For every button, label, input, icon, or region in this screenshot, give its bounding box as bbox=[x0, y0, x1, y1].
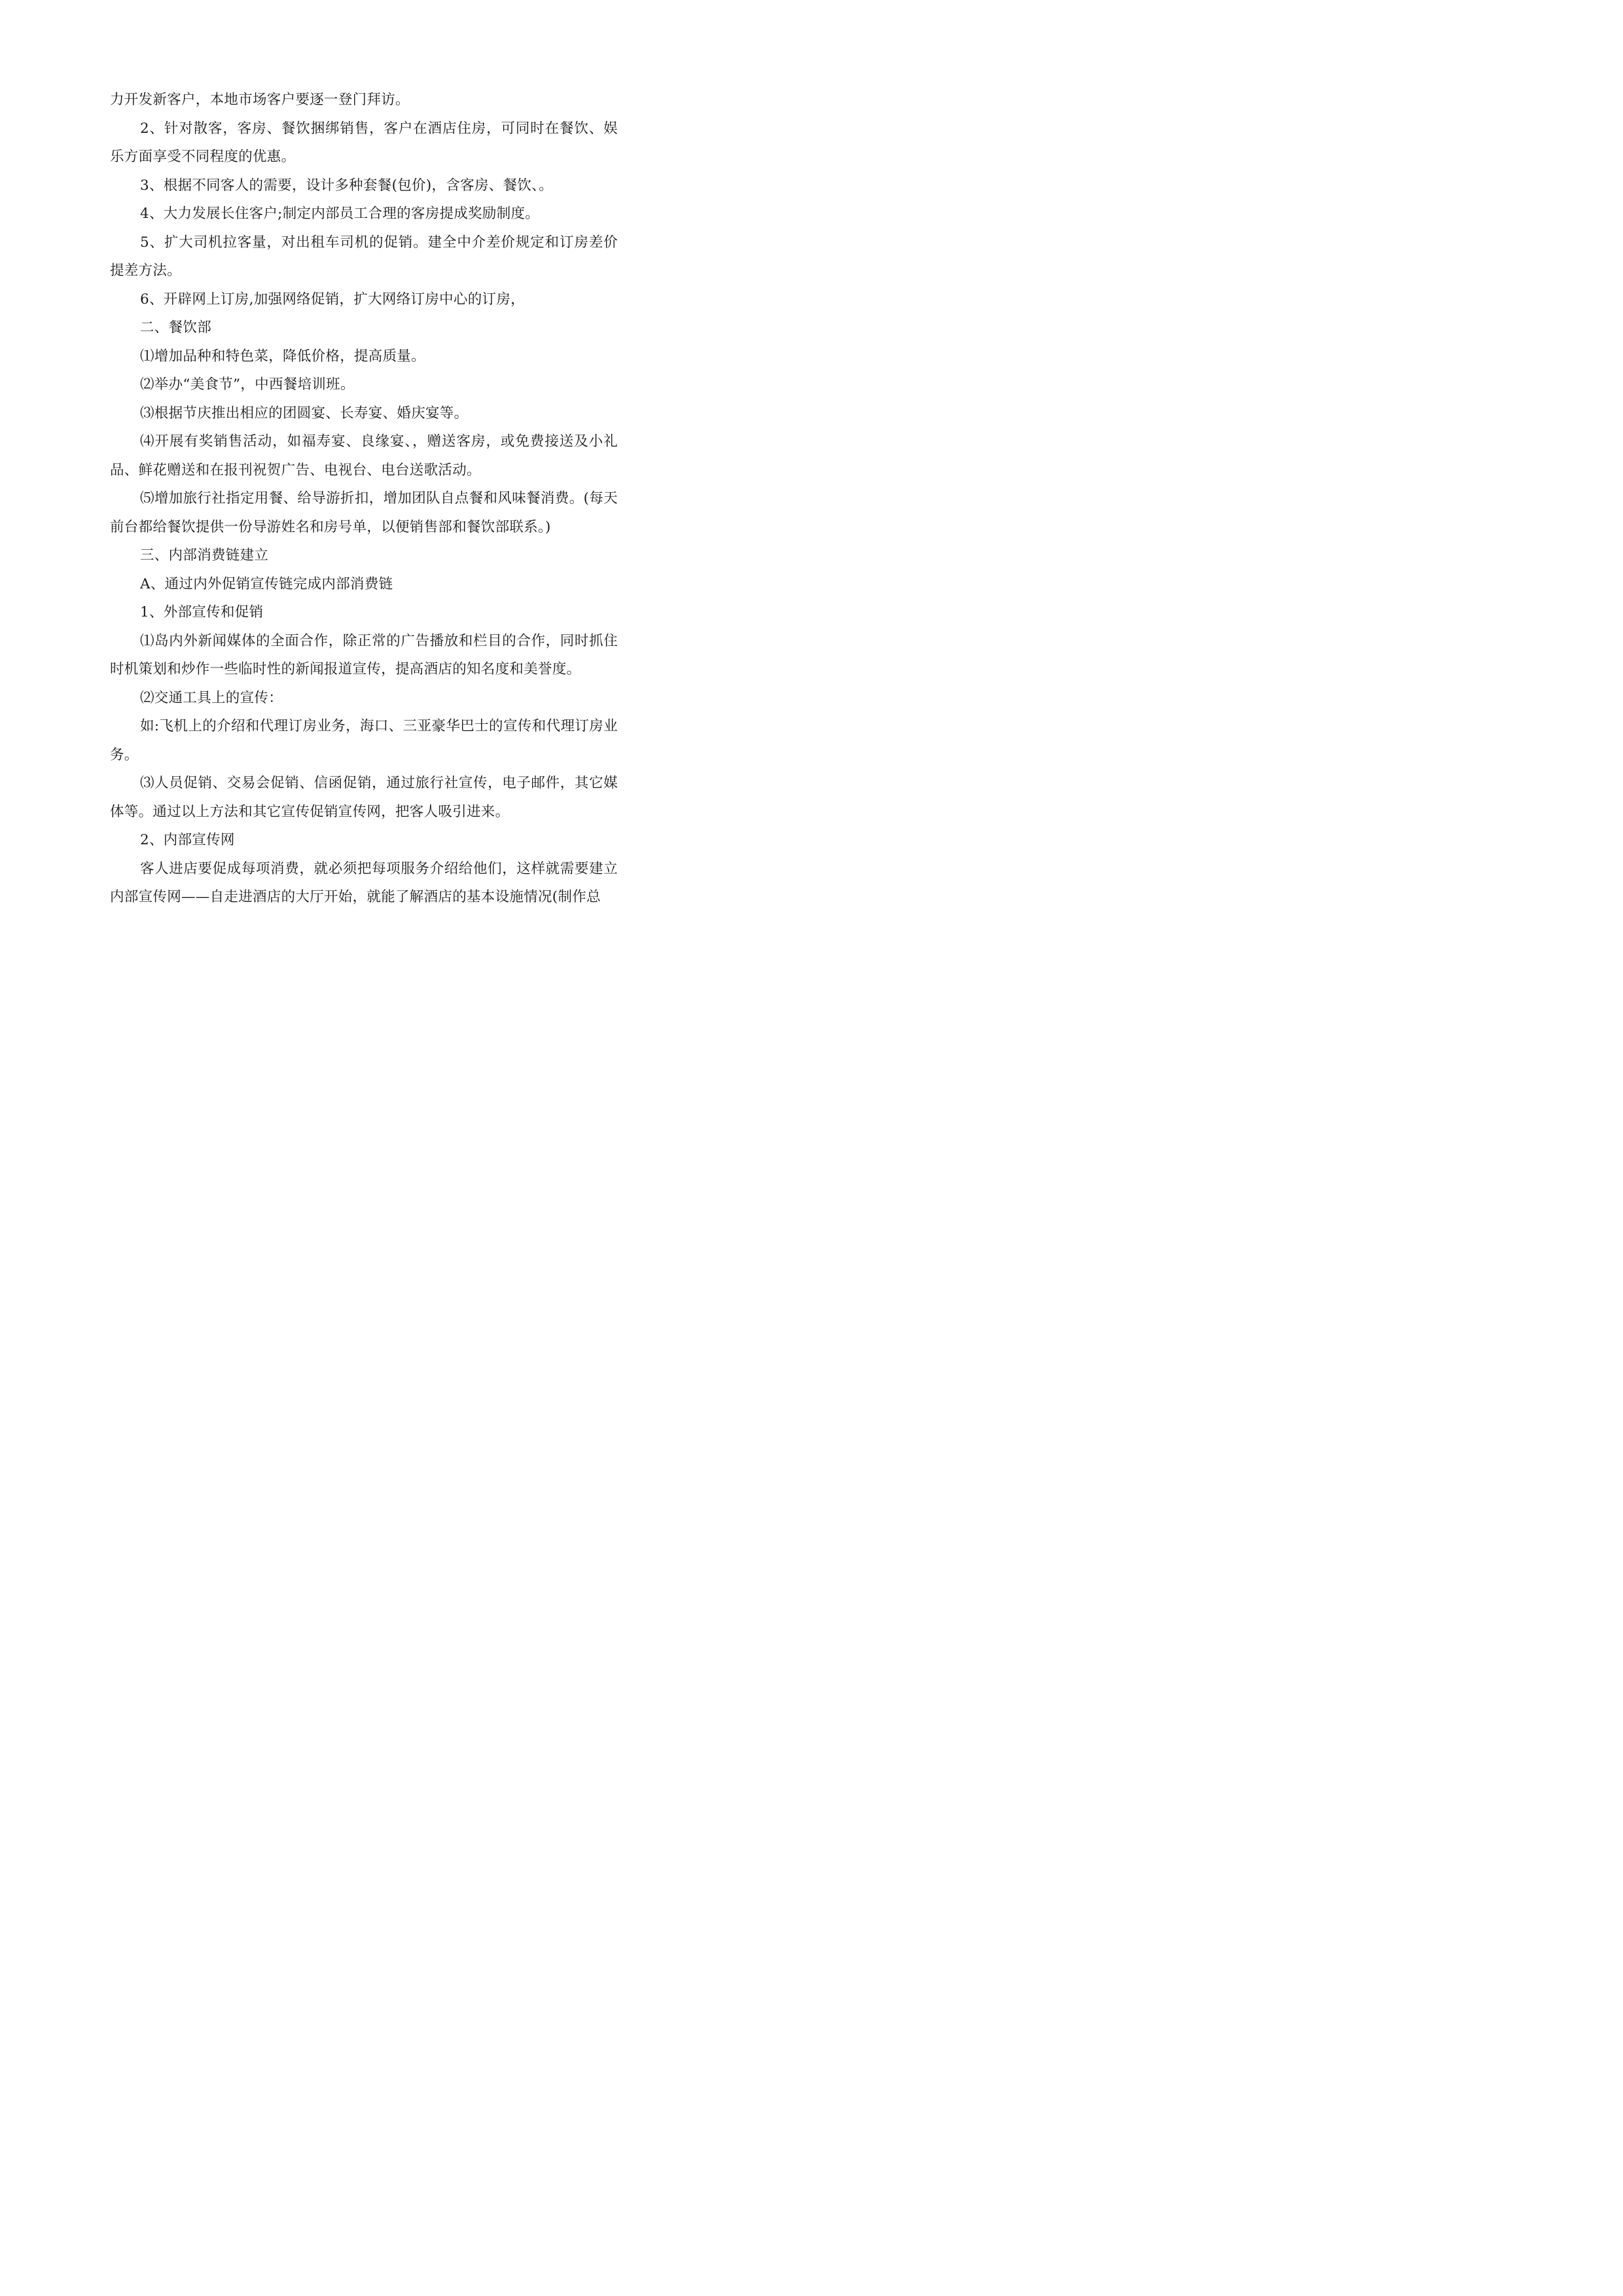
paragraph: 力开发新客户，本地市场客户要逐一登门拜访。 bbox=[110, 92, 410, 108]
section-heading: 二、餐饮部 bbox=[140, 319, 212, 336]
subsection-heading: 1、外部宣传和促销 bbox=[140, 604, 264, 620]
subsection-heading: 2、内部宣传网 bbox=[140, 832, 235, 848]
paragraph: ⑴增加品种和特色菜，降低价格，提高质量。 bbox=[140, 348, 426, 365]
paragraph: ⑴岛内外新闻媒体的全面合作，除正常的广告播放和栏目的合作，同时抓住时机策划和炒作一些临时性的新闻报道宣传，提高酒店的知名度和美誉度。 bbox=[110, 632, 618, 677]
paragraph: 4、大力发展长住客户;制定内部员工合理的客房提成奖励制度。 bbox=[140, 206, 540, 222]
paragraph: ⑶人员促销、交易会促销、信函促销，通过旅行社宣传，电子邮件，其它媒体等。通过以上方法和其它宣传促销宣传网，把客人吸引进来。 bbox=[110, 775, 618, 820]
paragraph: ⑵交通工具上的宣传： bbox=[140, 689, 283, 706]
paragraph: 2、针对散客，客房、餐饮捆绑销售，客户在酒店住房，可同时在餐饮、娱乐方面享受不同程度的优惠。 bbox=[110, 120, 618, 165]
section-heading: 三、内部消费链建立 bbox=[140, 547, 269, 564]
paragraph: ⑵举办“美食节”，中西餐培训班。 bbox=[140, 376, 355, 393]
paragraph: ⑶根据节庆推出相应的团圆宴、长寿宴、婚庆宴等。 bbox=[140, 404, 469, 422]
subsection-heading: A、通过内外促销宣传链完成内部消费链 bbox=[140, 575, 393, 592]
paragraph: 3、根据不同客人的需要，设计多种套餐(包价)，含客房、餐饮、。 bbox=[140, 177, 554, 194]
paragraph: 客人进店要促成每项消费，就必须把每项服务介绍给他们，这样就需要建立内部宣传网——自走进酒店的大厅开始，就能了解酒店的基本设施情况(制作总 bbox=[110, 860, 618, 905]
paragraph: ⑸增加旅行社指定用餐、给导游折扣，增加团队自点餐和风味餐消费。(每天前台都给餐饮提供一份导游姓名和房号单，以便销售部和餐饮部联系。) bbox=[110, 490, 618, 535]
paragraph: ⑷开展有奖销售活动，如福寿宴、良缘宴、，赠送客房，或免费接送及小礼品、鲜花赠送和在报刊祝贺广告、电视台、电台送歌活动。 bbox=[110, 433, 618, 478]
paragraph: 如:飞机上的介绍和代理订房业务，海口、三亚豪华巴士的宣传和代理订房业务。 bbox=[110, 718, 618, 763]
document-body bbox=[110, 86, 618, 912]
paragraph: 5、扩大司机拉客量，对出租车司机的促销。建全中介差价规定和订房差价提差方法。 bbox=[110, 234, 618, 279]
document-page bbox=[0, 0, 726, 1028]
paragraph: 6、开辟网上订房,加强网络促销，扩大网络订房中心的订房， bbox=[140, 291, 525, 308]
